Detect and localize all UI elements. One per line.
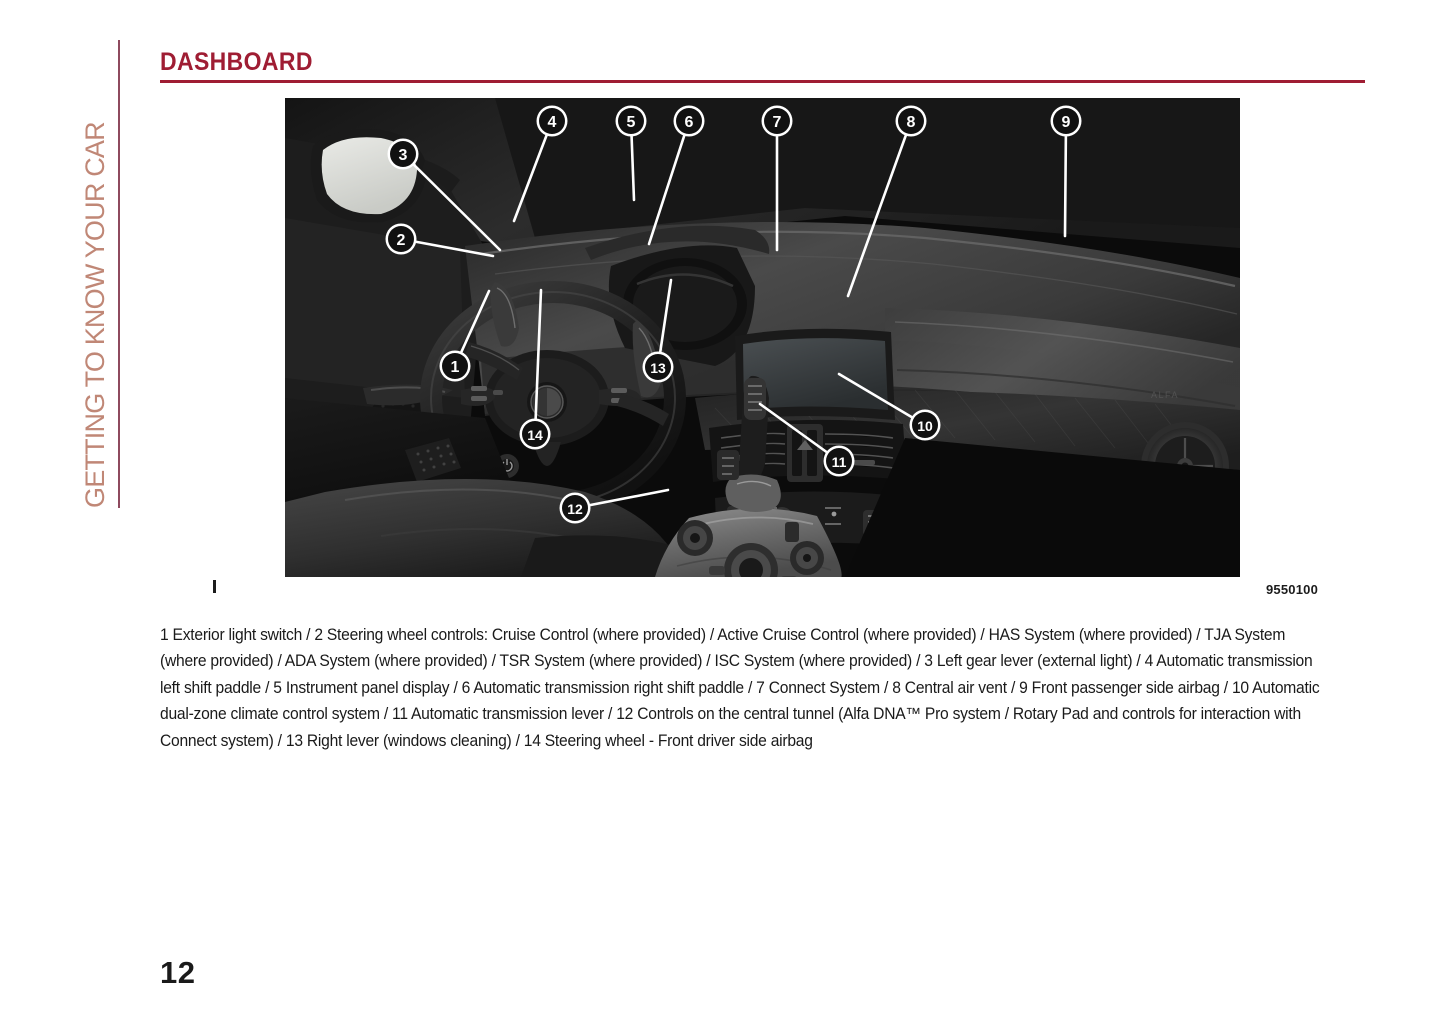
- svg-text:4: 4: [547, 114, 557, 131]
- callout-2: [386, 224, 417, 255]
- svg-text:9: 9: [1061, 114, 1071, 131]
- svg-text:11: 11: [831, 454, 847, 470]
- page-number: 12: [160, 955, 196, 990]
- callout-3: [388, 139, 419, 170]
- crop-tick-mark: [213, 580, 216, 593]
- callout-12: [560, 493, 591, 524]
- svg-text:2: 2: [396, 232, 406, 249]
- svg-text:1: 1: [450, 359, 460, 376]
- svg-text:3: 3: [398, 147, 408, 164]
- callout-9: [1051, 106, 1082, 137]
- callout-4: [537, 106, 568, 137]
- callout-7: [762, 106, 793, 137]
- callout-13: [643, 352, 674, 383]
- svg-text:12: 12: [567, 501, 583, 517]
- chapter-tab: [72, 40, 118, 508]
- svg-text:10: 10: [917, 418, 933, 434]
- callout-14: [520, 419, 551, 450]
- svg-text:8: 8: [906, 114, 916, 131]
- svg-text:13: 13: [650, 360, 666, 376]
- dashboard-illustration: [285, 98, 1240, 577]
- callout-6: [674, 106, 705, 137]
- svg-text:5: 5: [626, 114, 636, 131]
- svg-text:6: 6: [684, 114, 694, 131]
- svg-text:ALFA: ALFA: [1151, 390, 1180, 400]
- svg-text:14: 14: [527, 427, 543, 443]
- callout-5: [616, 106, 647, 137]
- callout-1: [440, 351, 471, 382]
- callout-10: [910, 410, 941, 441]
- figure-caption: 1 Exterior light switch / 2 Steering wheel controls: Cruise Control (where provided) / Active Cruise Control (where provided) / HAS System (where provided) / TJA System (where provided) / ADA System (where provided) / TSR System (where provided) / ISC System (where provided) / 3 Left gear lever (external light) / 4 Automatic transmission left shift paddle / 5 Instrument panel display / 6 Automatic transmission right shift paddle / 7 Connect System / 8 Central air vent / 9 Front passenger side airbag / 10 Automatic dual-zone climate control system / 11 Automatic transmission lever / 12 Controls on the central tunnel (Alfa DNA™ Pro system / Rotary Pad and controls for interaction with Connect system) / 13 Right lever (windows cleaning) / 14 Steering wheel - Front driver side airbag: [160, 626, 1320, 750]
- callout-8: [896, 106, 927, 137]
- figure-reference-code: 9550100: [1266, 582, 1319, 597]
- page-title: DASHBOARD: [160, 48, 313, 76]
- dashboard-photo: [285, 98, 1240, 577]
- svg-text:7: 7: [772, 114, 782, 131]
- callout-11: [824, 446, 855, 477]
- header-divider: [160, 80, 1365, 83]
- chapter-tab-label: GETTING TO KNOW YOUR CAR: [80, 122, 110, 508]
- chapter-tab-rule: [118, 40, 120, 508]
